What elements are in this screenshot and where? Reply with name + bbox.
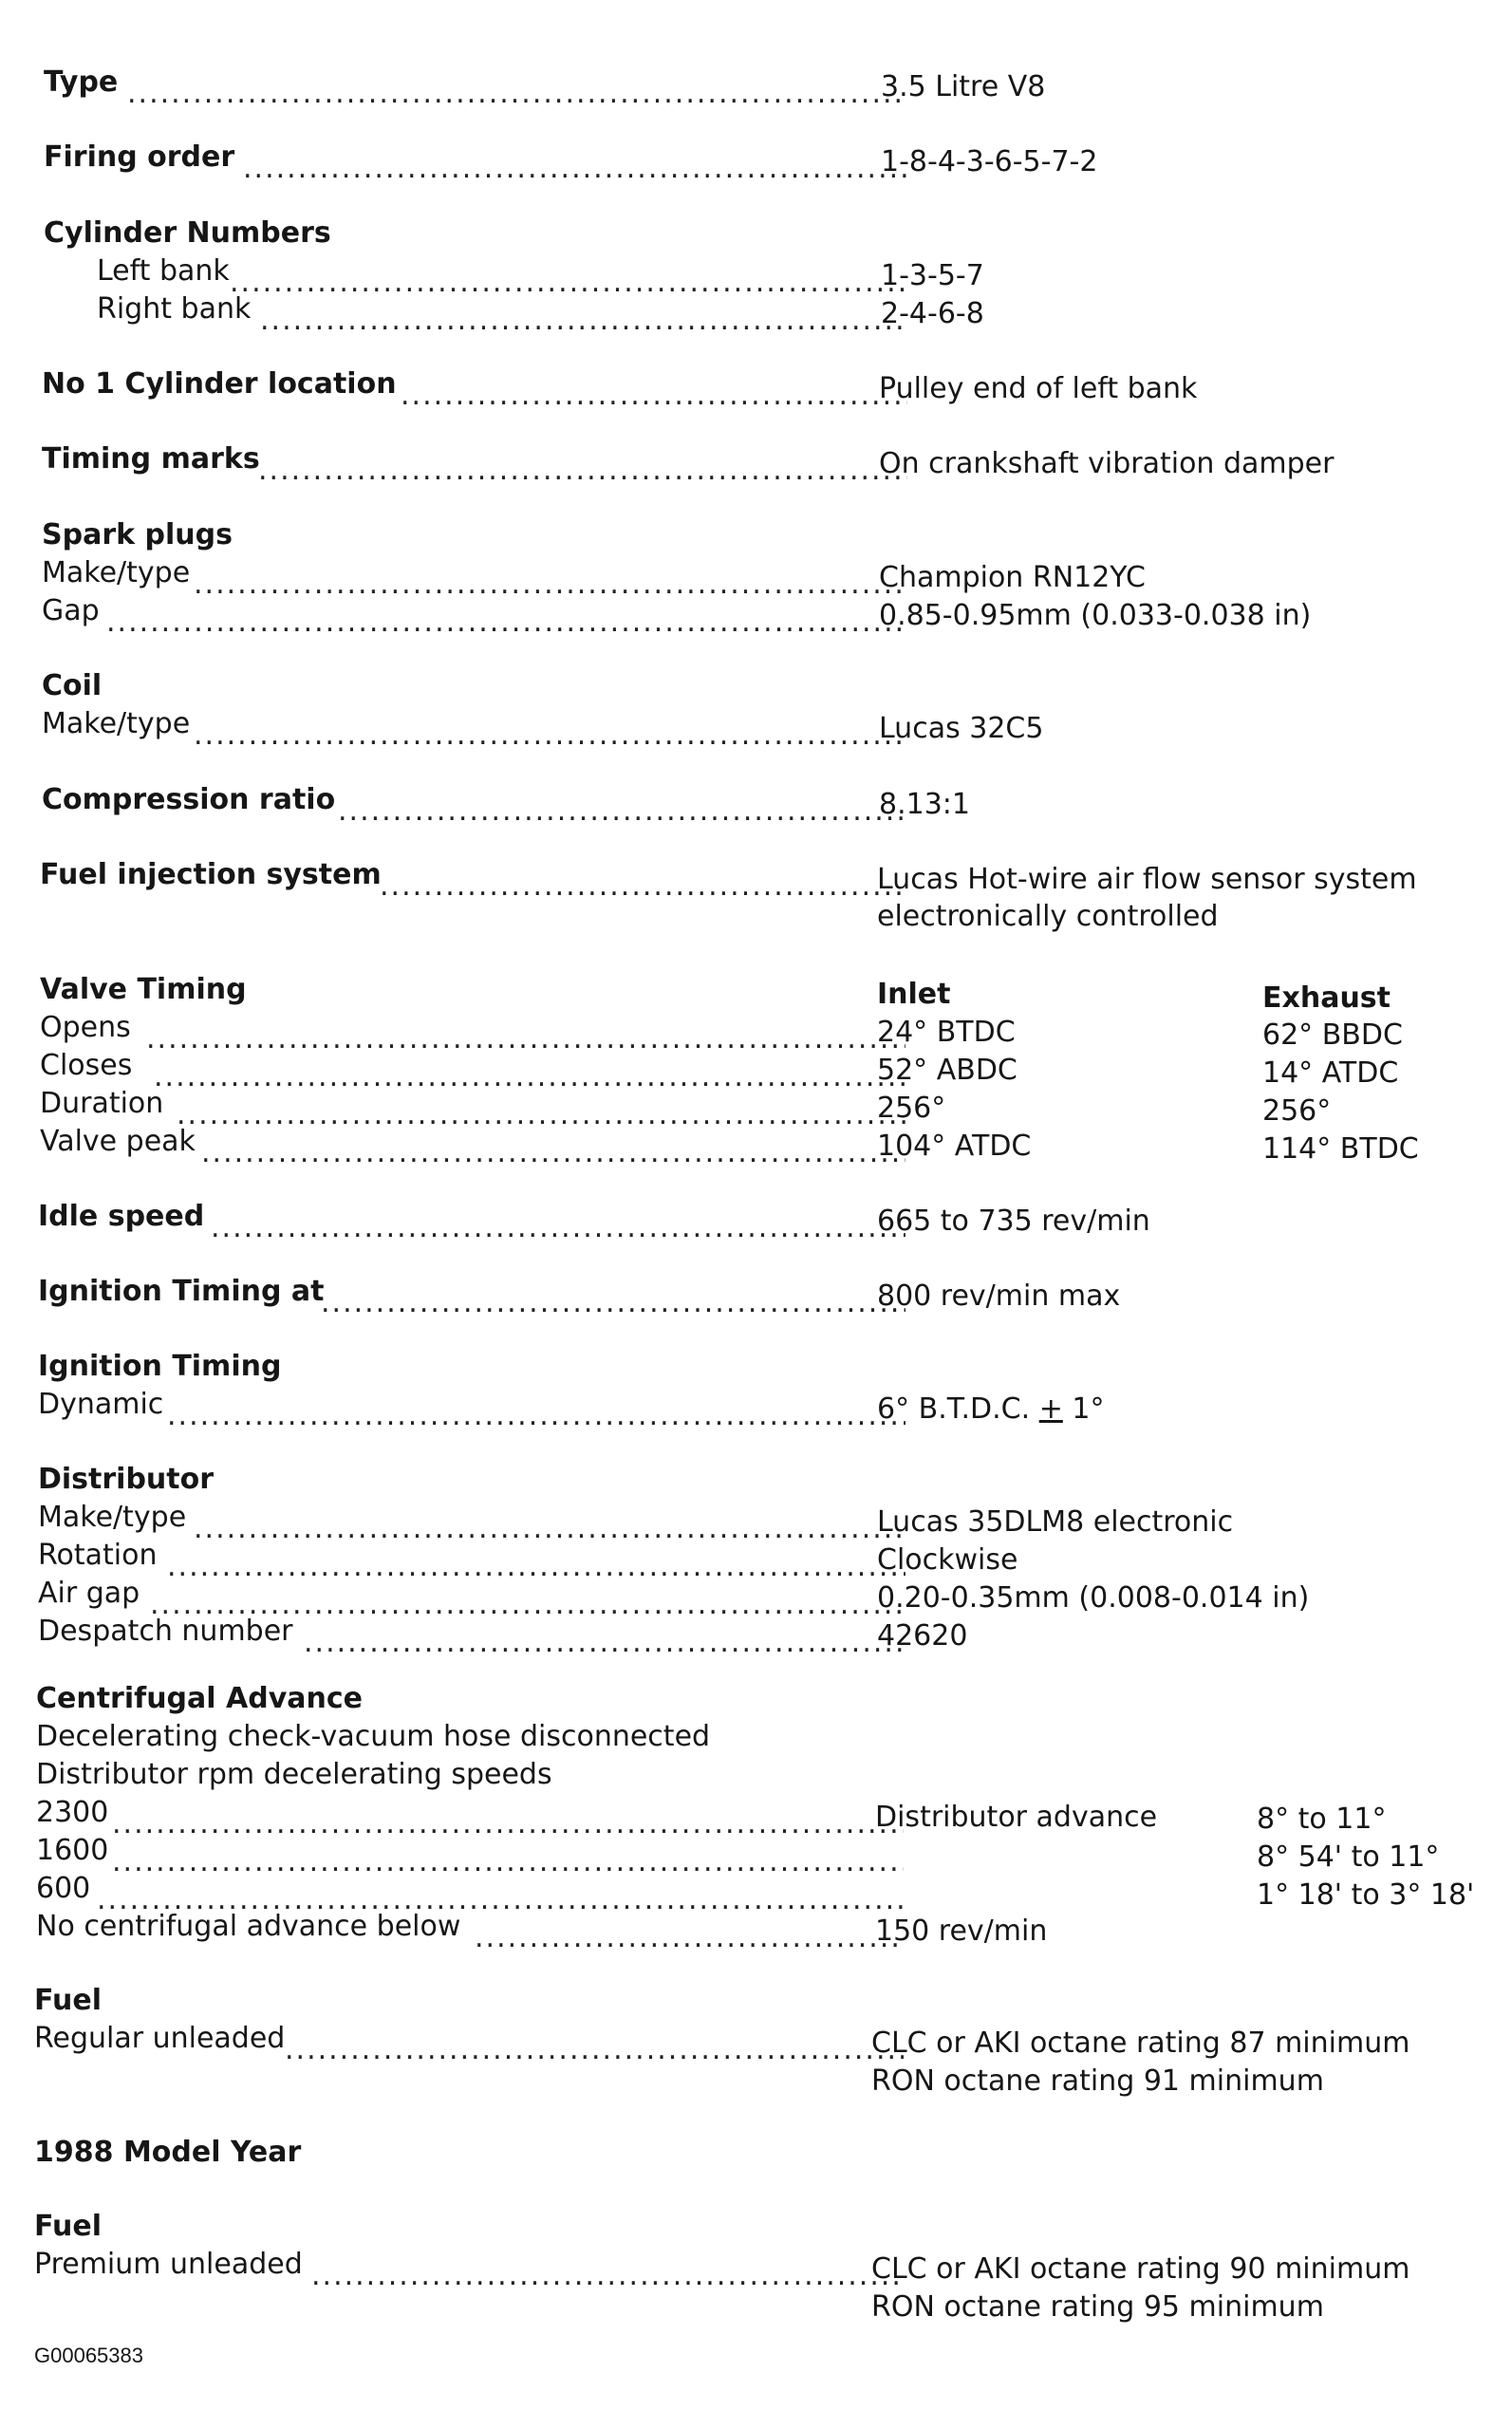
leader-dots: [338, 793, 907, 831]
ignition-timing-at-label: Ignition Timing at: [38, 1275, 325, 1308]
leader-dots: [201, 1134, 905, 1172]
leader-dots: [243, 150, 907, 188]
fuel-1988-heading: Fuel: [34, 2210, 102, 2243]
leader-dots: [106, 604, 907, 642]
spark-gap-label: Gap: [42, 594, 100, 627]
leader-dots: [258, 452, 907, 490]
rpm-2300-label: 2300: [36, 1796, 109, 1829]
centrifugal-note-1: Decelerating check-vacuum hose disconnected: [36, 1720, 711, 1753]
right-bank-value: 2-4-6-8: [881, 297, 984, 330]
valve-peak-label: Valve peak: [40, 1125, 196, 1158]
ignition-timing-at-value: 800 rev/min max: [877, 1279, 1121, 1313]
leader-dots: [311, 2257, 904, 2295]
leader-dots: [127, 75, 907, 113]
distributor-rotation-value: Clockwise: [877, 1543, 1018, 1577]
centrifugal-note-2: Distributor rpm decelerating speeds: [36, 1758, 552, 1791]
leader-dots: [321, 1284, 905, 1322]
firing-order-value: 1-8-4-3-6-5-7-2: [881, 145, 1098, 178]
valve-closes-exhaust: 14° ATDC: [1262, 1056, 1399, 1090]
leader-dots: [380, 868, 905, 906]
leader-dots: [112, 1843, 904, 1881]
spark-plugs-heading: Spark plugs: [42, 518, 233, 551]
leader-dots: [260, 302, 907, 340]
timing-marks-label: Timing marks: [42, 442, 260, 476]
valve-opens-inlet: 24° BTDC: [877, 1016, 1016, 1049]
leader-dots: [304, 1624, 905, 1662]
leader-dots: [146, 1020, 905, 1058]
leader-dots: [194, 1510, 905, 1548]
no1-cylinder-label: No 1 Cylinder location: [42, 367, 397, 401]
idle-speed-label: Idle speed: [38, 1200, 205, 1233]
despatch-number-value: 42620: [877, 1619, 968, 1653]
rpm-600-advance: 1° 18' to 3° 18': [1257, 1878, 1475, 1912]
spark-make-type-value: Champion RN12YC: [879, 561, 1146, 594]
valve-duration-exhaust: 256°: [1262, 1094, 1332, 1128]
model-year-heading: 1988 Model Year: [34, 2136, 302, 2169]
left-bank-label: Left bank: [97, 254, 230, 288]
fuel-heading: Fuel: [34, 1984, 102, 2017]
no-centrifugal-advance-value: 150 rev/min: [875, 1914, 1048, 1948]
exhaust-column-header: Exhaust: [1262, 981, 1391, 1015]
cylinder-numbers-heading: Cylinder Numbers: [44, 216, 331, 250]
valve-peak-exhaust: 114° BTDC: [1262, 1132, 1419, 1166]
distributor-air-gap-label: Air gap: [38, 1577, 140, 1610]
dynamic-value: [877, 1391, 1104, 1429]
no-centrifugal-advance-label: No centrifugal advance below: [36, 1910, 461, 1943]
leader-dots: [194, 717, 907, 755]
distributor-heading: Distributor: [38, 1463, 215, 1496]
fuel-value-line2: RON octane rating 91 minimum: [871, 2064, 1324, 2098]
type-label: Type: [44, 65, 119, 99]
ignition-timing-heading: Ignition Timing: [38, 1350, 282, 1383]
dynamic-label: Dynamic: [38, 1388, 164, 1421]
rpm-600-label: 600: [36, 1872, 91, 1905]
timing-marks-value: On crankshaft vibration damper: [879, 447, 1335, 480]
fuel-injection-value-line2: electronically controlled: [877, 900, 1219, 933]
coil-heading: Coil: [42, 669, 103, 702]
distributor-rotation-label: Rotation: [38, 1539, 158, 1572]
dynamic-value-main: 6° B.T.D.C.: [877, 1392, 1039, 1426]
rpm-1600-advance: 8° 54' to 11°: [1257, 1840, 1440, 1874]
centrifugal-advance-heading: Centrifugal Advance: [36, 1682, 363, 1715]
firing-order-label: Firing order: [44, 140, 235, 174]
type-value: 3.5 Litre V8: [881, 70, 1046, 103]
fuel-injection-value-line1: Lucas Hot-wire air flow sensor system: [877, 863, 1417, 896]
premium-unleaded-label: Premium unleaded: [34, 2248, 303, 2281]
coil-make-type-value: Lucas 32C5: [879, 712, 1044, 745]
spark-make-type-label: Make/type: [42, 556, 191, 589]
valve-duration-inlet: 256°: [877, 1092, 946, 1125]
footer-code: G00065383: [34, 2344, 143, 2367]
rpm-2300-advance: 8° to 11°: [1257, 1802, 1387, 1836]
leader-dots: [177, 1096, 905, 1134]
fuel-1988-value-line2: RON octane rating 95 minimum: [871, 2290, 1324, 2324]
valve-opens-label: Opens: [40, 1011, 131, 1044]
left-bank-value: 1-3-5-7: [881, 259, 984, 292]
leader-dots: [285, 2031, 904, 2069]
distributor-air-gap-value: 0.20-0.35mm (0.008-0.014 in): [877, 1581, 1310, 1615]
idle-speed-value: 665 to 735 rev/min: [877, 1205, 1150, 1238]
valve-opens-exhaust: 62° BBDC: [1262, 1018, 1403, 1052]
fuel-value-line1: CLC or AKI octane rating 87 minimum: [871, 2026, 1410, 2060]
leader-dots: [401, 377, 907, 415]
coil-make-type-label: Make/type: [42, 707, 191, 740]
valve-duration-label: Duration: [40, 1087, 164, 1120]
distributor-make-type-label: Make/type: [38, 1501, 187, 1534]
regular-unleaded-label: Regular unleaded: [34, 2022, 286, 2055]
no1-cylinder-value: Pulley end of left bank: [879, 372, 1198, 405]
leader-dots: [167, 1548, 905, 1586]
fuel-injection-label: Fuel injection system: [40, 858, 382, 891]
plus-minus-symbol: +: [1038, 1392, 1063, 1426]
compression-ratio-label: Compression ratio: [42, 783, 336, 816]
leader-dots: [230, 264, 907, 302]
right-bank-label: Right bank: [97, 292, 252, 326]
inlet-column-header: Inlet: [877, 978, 951, 1011]
rpm-1600-label: 1600: [36, 1834, 109, 1867]
leader-dots: [154, 1058, 905, 1096]
leader-dots: [475, 1919, 904, 1957]
fuel-1988-value-line1: CLC or AKI octane rating 90 minimum: [871, 2252, 1410, 2286]
leader-dots: [194, 566, 907, 604]
spark-gap-value: 0.85-0.95mm (0.033-0.038 in): [879, 599, 1312, 632]
leader-dots: [112, 1805, 904, 1843]
valve-closes-inlet: 52° ABDC: [877, 1054, 1017, 1087]
despatch-number-label: Despatch number: [38, 1615, 293, 1648]
valve-peak-inlet: 104° ATDC: [877, 1130, 1032, 1163]
compression-ratio-value: 8.13:1: [879, 788, 970, 821]
leader-dots: [211, 1209, 905, 1247]
dynamic-value-tail: 1°: [1062, 1392, 1105, 1426]
valve-timing-heading: Valve Timing: [40, 973, 247, 1006]
distributor-make-type-value: Lucas 35DLM8 electronic: [877, 1505, 1234, 1539]
leader-dots: [167, 1397, 905, 1435]
distributor-advance-label: Distributor advance: [875, 1801, 1158, 1834]
valve-closes-label: Closes: [40, 1049, 133, 1082]
